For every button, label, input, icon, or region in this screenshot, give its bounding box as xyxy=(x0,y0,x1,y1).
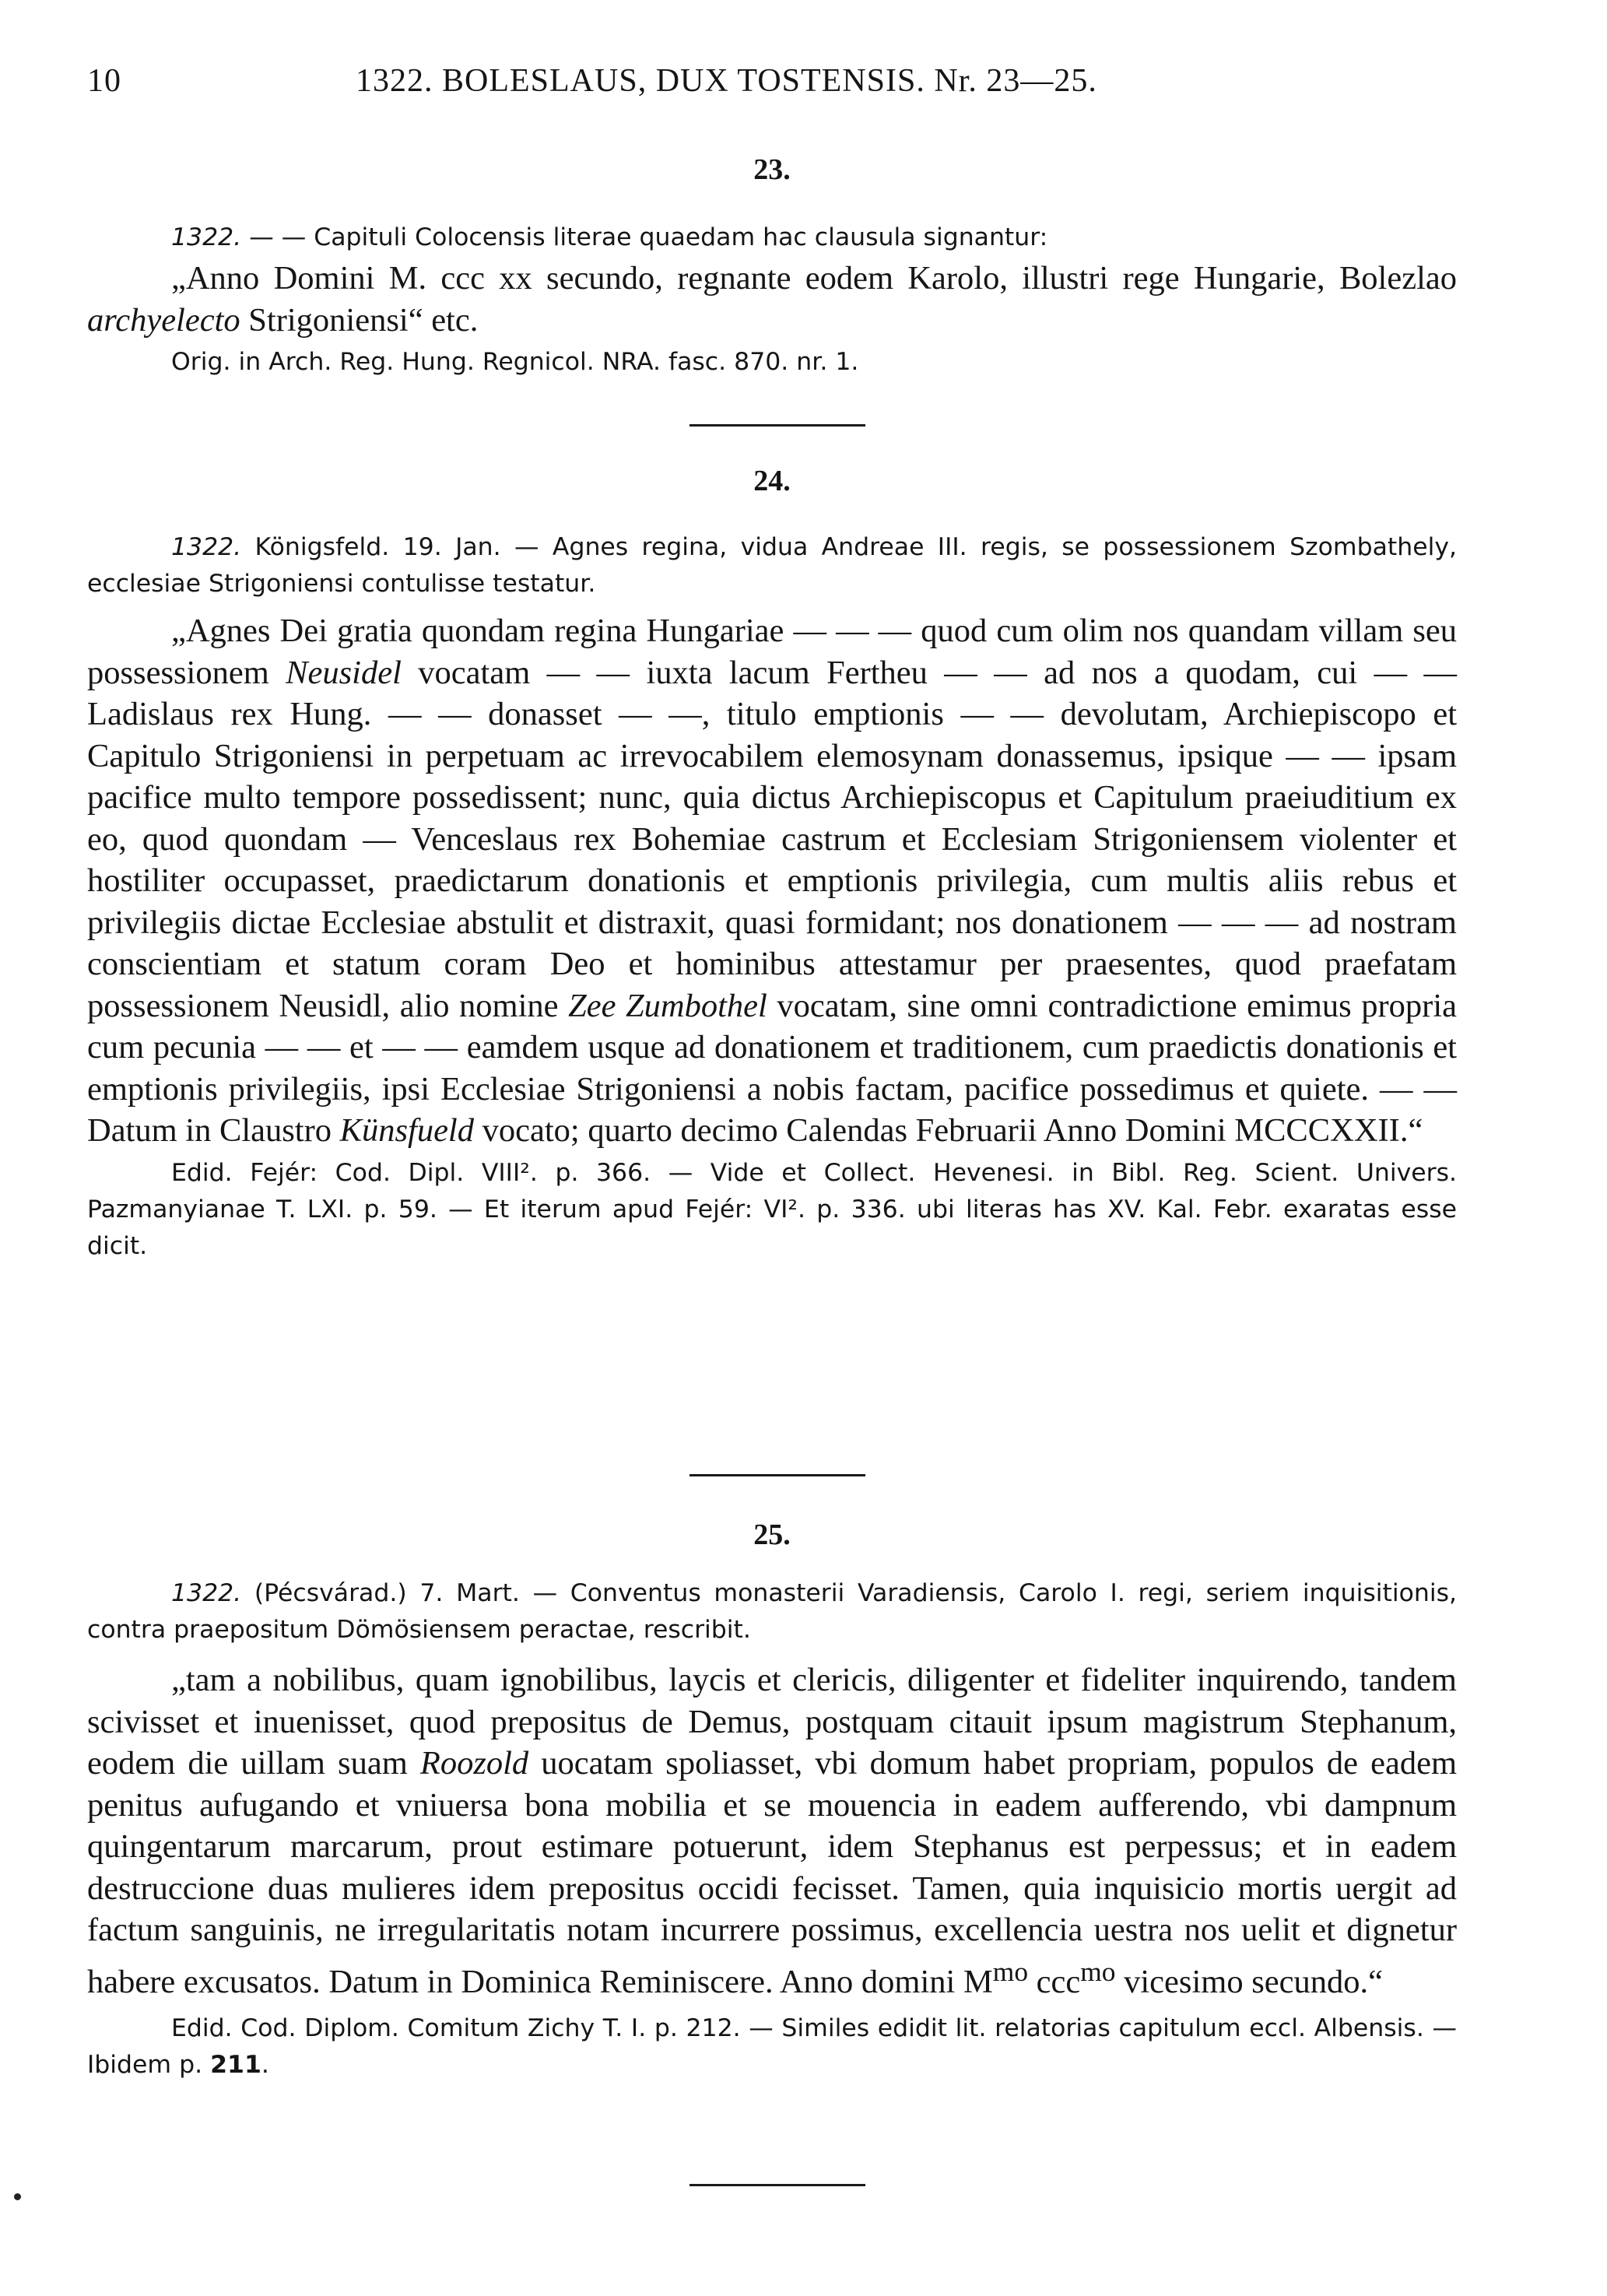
charter-text: „tam a nobilibus, quam ignobilibus, laycis et clericis, diligenter et fideliter inquirendo, tandem scivisset et inuenisset, quod prepositus de Demus, postquam citauit ipsum magistrum Stephanum, eodem die uillam suam Roozold uocatam spoliasset, vbi domum habet propriam, populos de eadem penitus aufugando et vniuersa bona mobilia et se mouencia in eadem aufferendo, vbi dampnum quingentarum marcarum, prout estimare potuerunt, idem Stephanus est perpessus; et in eadem destruccione duas mulieres idem prepositus occidi fecisset. Tamen, quia inquisicio mortis uergit ad factum sanguinis, ne irregularitatis notam incurrere possimus, excellencia uestra nos uelit et dignetur habere excusatos. Datum in Dominica Reminiscere. Anno domini $M^{mo}$ ccc$^{mo}$ vicesimo secundo.“ xyxy=(87,1662,1458,2000)
document-24 xyxy=(87,464,1457,498)
section-divider xyxy=(689,2184,865,2186)
regest xyxy=(87,1575,1457,1648)
document-23 xyxy=(87,153,1457,187)
regest-text: (Pécsvárad.) 7. Mart. — Conventus monasterii Varadiensis, Carolo I. regi, seriem inquisitionis, contra praepositum Dömösiensem peractae, rescribit. xyxy=(87,1579,1457,1644)
document-25 xyxy=(87,1518,1457,1552)
document-25-body xyxy=(87,1575,1457,2084)
source-note: Edid. Cod. Diplom. Comitum Zichy T. I. p. 212. — Similes edidit lit. relatorias capitulum eccl. Albensis. — Ibidem p. 211. xyxy=(87,2014,1457,2080)
document-number: 23. xyxy=(753,153,791,186)
regest xyxy=(87,219,1457,256)
regest-text: — — Capituli Colocensis literae quaedam hac clausula signantur: xyxy=(241,223,1048,251)
source-note: Orig. in Arch. Reg. Hung. Regnicol. NRA. fasc. 870. nr. 1. xyxy=(171,348,859,376)
section-divider xyxy=(689,424,865,427)
source-note: Edid. Fejér: Cod. Dipl. VIII². p. 366. — Vide et Collect. Hevenesi. in Bibl. Reg. Scient. Univers. Pazmanyianae T. LXI. p. 59. — Et iterum apud Fejér: VI². p. 336. ubi literas has XV. Kal. Febr. exaratas esse dicit. xyxy=(87,1158,1457,1260)
section-divider xyxy=(689,1474,865,1476)
document-24-body xyxy=(87,529,1457,1265)
document-number: 24. xyxy=(753,465,791,497)
charter-text: „Anno Domini M. ccc xx secundo, regnante eodem Karolo, illustri rege Hungarie, Bolezlao archyelecto Strigoniensi“ etc. xyxy=(87,260,1457,339)
running-title: 1322. BOLESLAUS, DUX TOSTENSIS. Nr. 23—25. xyxy=(356,63,1097,99)
charter-text: „Agnes Dei gratia quondam regina Hungariae — — — quod cum olim nos quandam villam seu possessionem Neusidel vocatam — — iuxta lacum Fertheu — — ad nos a quodam, cui — — Ladislaus rex Hung. — — donasset — —, titulo emptionis — — devolutam, Archiepiscopo et Capitulo Strigoniensi in perpetuam ac irrevocabilem elemosynam donassemus, ipsique — — ipsam pacifice multo tempore possedissent; nunc, quia dictus Archiepiscopus et Capitulum praeiuditium ex eo, quod quondam — Venceslaus rex Bohemiae castrum et Ecclesiam Strigoniensem violenter et hostiliter occupasset, praedictarum donationis et emptionis privilegia, cum multis aliis rebus et privilegiis dictae Ecclesiae abstulit et distraxit, quasi formidant; nos donationem — — — ad nostram conscientiam et statum coram Deo et hominibus attestamur per praesentes, quod praefatam possessionem Neusidl, alio nomine Zee Zumbothel vocatam, sine omni contradictione emimus propria cum pecunia — — et — — eamdem usque ad donationem et traditionem, cum praedictis donationis et emptionis privilegiis, ipsi Ecclesiae Strigoniensi a nobis factam, pacifice possedimus et quiete. — — Datum in Claustro Künsfueld vocato; quarto decimo Calendas Februarii Anno Domini MCCCXXII.“ xyxy=(87,613,1458,1149)
regest-date: 1322. xyxy=(171,1579,242,1607)
page-number: 10 xyxy=(87,63,121,99)
regest xyxy=(87,529,1457,602)
document-23-body xyxy=(87,219,1457,381)
regest-date: 1322. xyxy=(171,223,242,251)
margin-mark xyxy=(14,2193,21,2200)
regest-date: 1322. xyxy=(171,533,242,561)
document-number: 25. xyxy=(753,1518,791,1551)
regest-text: Königsfeld. 19. Jan. — Agnes regina, vidua Andreae III. regis, se possessionem Szombathely, ecclesiae Strigoniensi contulisse testatur. xyxy=(87,533,1457,598)
